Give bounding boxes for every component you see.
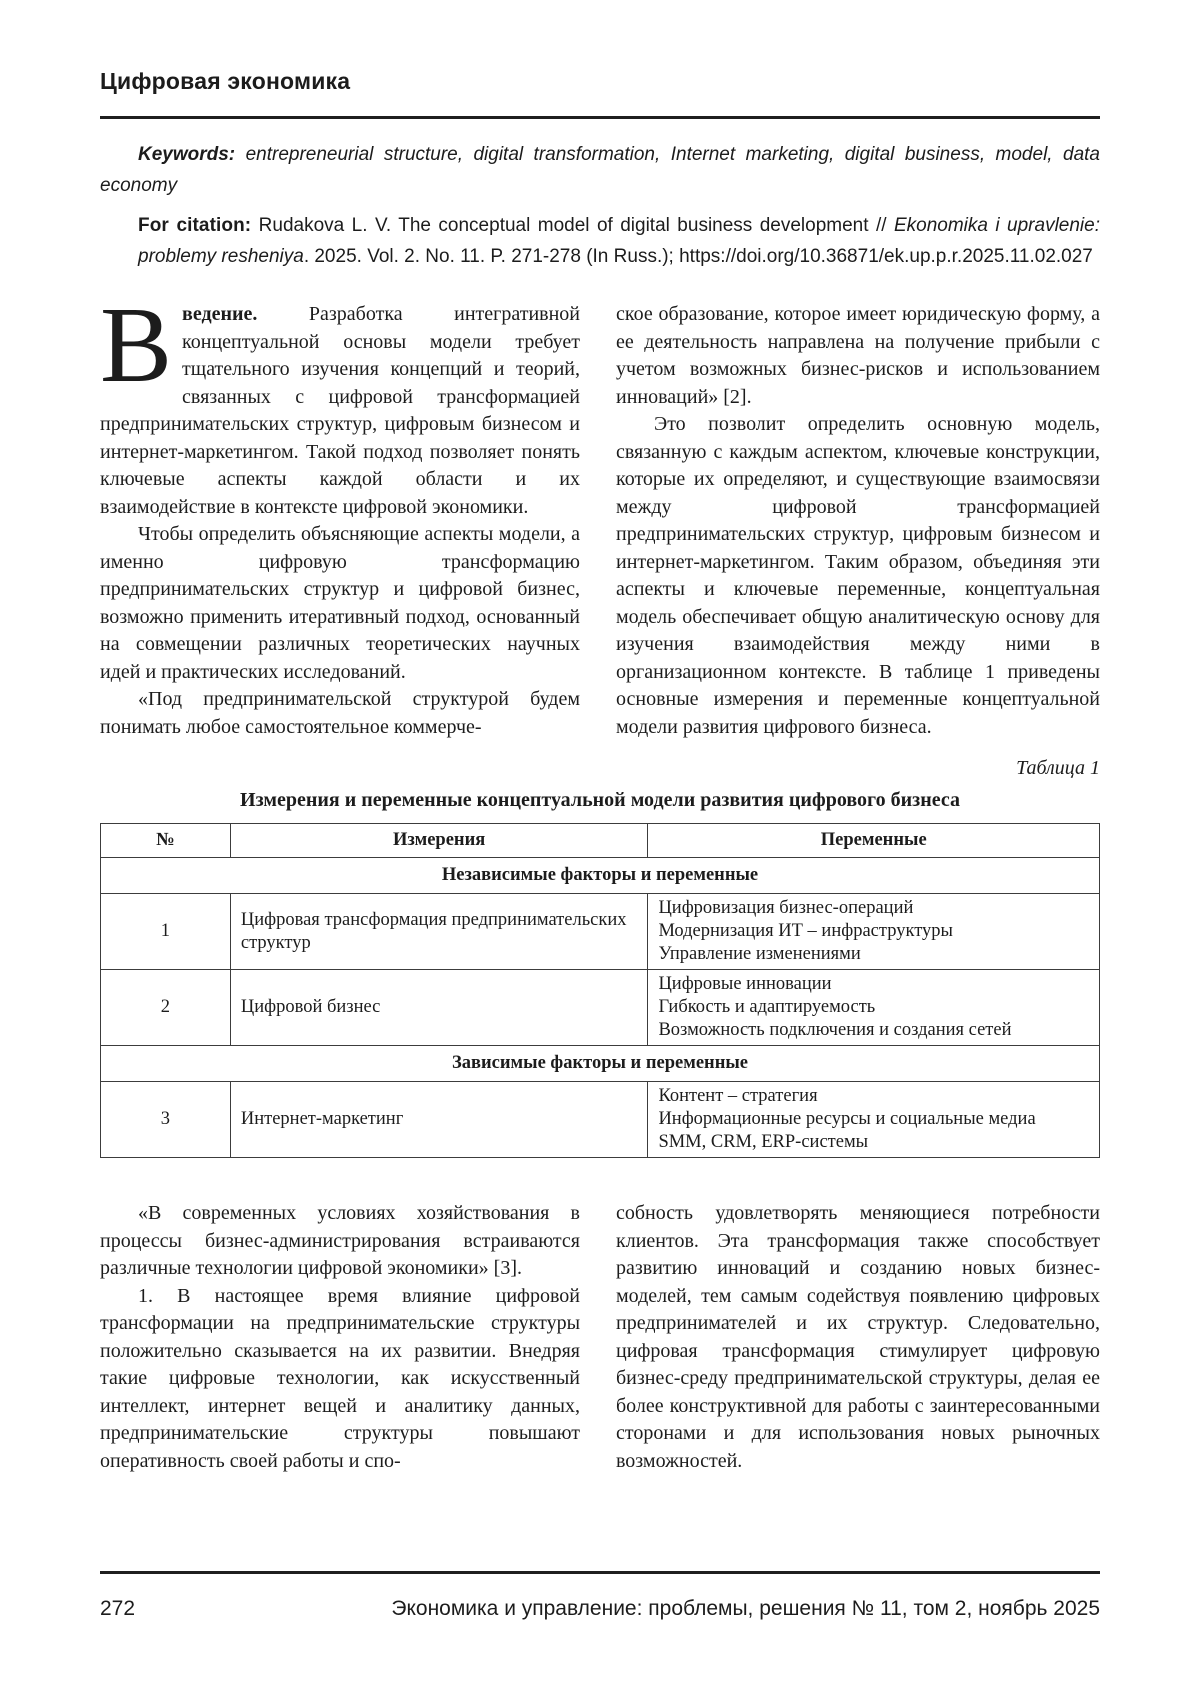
variable-line: Модернизация ИТ – инфраструктуры (658, 921, 953, 941)
table-row (101, 894, 1100, 970)
body-paragraph: ское образование, которое имеет юридическую форму, а ее деятельность направлена на получение прибыли с учетом возможных бизнес-рисков и использованием инноваций» [2]. (616, 303, 1100, 408)
table-caption: Таблица 1 (1016, 757, 1100, 779)
table-section-label: Независимые факторы и переменные (101, 858, 1100, 894)
dimensions-variables-table (100, 823, 1100, 1158)
variable-line: Контент – стратегия (658, 1086, 818, 1106)
left-column (100, 286, 580, 741)
body-columns-bottom (100, 1200, 1100, 1475)
cell-dimension: Цифровой бизнес (230, 970, 648, 1046)
footer-journal-line: Экономика и управление: проблемы, решения № 11, том 2, ноябрь 2025 (391, 1597, 1100, 1620)
keywords-text: entrepreneurial structure, digital transformation, Internet marketing, digital business, model, data economy (100, 144, 1100, 196)
keywords-label: Keywords: (138, 144, 236, 165)
dropcap-letter: В (100, 286, 173, 405)
cell-dimension: Интернет-маркетинг (230, 1082, 648, 1158)
citation-issue-doi: . 2025. Vol. 2. No. 11. P. 271-278 (In Russ.); https://doi.org/10.36871/ek.up.p.r.2025.11.02.027 (303, 246, 1093, 267)
body-paragraph: Чтобы определить объясняющие аспекты модели, а именно цифровую трансформацию предпринимательских структур и цифровой бизнес, возможно применить итеративный подход, основанный на совмещении различных теоретических научных идей и практических исследований. (100, 523, 580, 683)
variable-line: Цифровые инновации (658, 974, 832, 994)
variable-line: SMM, CRM, ERP-системы (658, 1132, 869, 1152)
cell-dimension: Цифровая трансформация предпринимательских структур (230, 894, 648, 970)
column-header-dimension: Измерения (230, 824, 648, 858)
body-paragraph: «В современных условиях хозяйствования в процессы бизнес-администрирования встраиваются различные технологии цифровой экономики» [3]. (100, 1202, 580, 1279)
variable-line: Гибкость и адаптируемость (658, 997, 876, 1017)
footer-rule (100, 1571, 1100, 1574)
variable-line: Информационные ресурсы и социальные медиа (658, 1109, 1036, 1129)
citation-paragraph (138, 210, 1100, 272)
cell-row-number: 1 (101, 894, 231, 970)
table-header-row (101, 824, 1100, 858)
body-paragraph: Это позволит определить основную модель, связанную с каждым аспектом, ключевые конструкции, которые их определяют, и существующие взаимосвязи между цифровой трансформацией предпринимательских структур, цифровым бизнесом и интернет-маркетингом. Таким образом, объединяя эти аспекты и ключевые переменные, концептуальная модель обеспечивает общую аналитическую основу для изучения взаимодействия между ними в организационном контексте. В таблице 1 приведены основные измерения и переменные концептуальной модели развития цифрового бизнеса. (616, 413, 1100, 738)
table-section-row (101, 858, 1100, 894)
intro-text: Разработка интегративной концептуальной основы модели требует тщательного изучения концепций и теорий, связанных с цифровой трансформацией предпринимательских структур, цифровым бизнесом и интернет-маркетингом. Такой подход позволяет понять ключевые аспекты каждой области и их взаимодействие в контексте цифровой экономики. (100, 303, 580, 518)
intro-lead-word: ведение. (182, 303, 258, 325)
right-column (616, 301, 1100, 741)
body-paragraph: собность удовлетворять меняющиеся потребности клиентов. Эта трансформация также способствует развитию инноваций и созданию новых бизнес-моделей, тем самым содействуя появлению цифровых предпринимателей и их структур. Следовательно, цифровая трансформация стимулирует цифровую бизнес-среду предпринимательской структуры, делая ее более конструктивной для работы с заинтересованными сторонами и для использования новых рыночных возможностей. (616, 1202, 1100, 1472)
body-columns-top (100, 286, 1100, 741)
cell-row-number: 3 (101, 1082, 231, 1158)
table-row (101, 1082, 1100, 1158)
page-number: 272 (100, 1597, 136, 1620)
keywords-paragraph (100, 139, 1100, 201)
table-section-label: Зависимые факторы и переменные (101, 1046, 1100, 1082)
citation-journal-name: Ekonomika i upravlenie: problemy resheniya (138, 215, 1101, 267)
column-header-variables: Переменные (648, 824, 1100, 858)
section-rubric: Цифровая экономика (100, 68, 351, 94)
column-header-num: № (101, 824, 231, 858)
cell-variables (648, 894, 1100, 970)
cell-variables (648, 970, 1100, 1046)
page-footer (100, 1597, 1100, 1621)
right-column-bottom (616, 1200, 1100, 1475)
table-body (101, 858, 1100, 1158)
body-paragraph: 1. В настоящее время влияние цифровой трансформации на предпринимательские структуры положительно сказывается на их развитии. Внедряя такие цифровые технологии, как искусственный интеллект, интернет вещей и аналитику данных, предпринимательские структуры повышают оперативность своей работы и спо- (100, 1284, 580, 1472)
cell-variables (648, 1082, 1100, 1158)
cell-row-number: 2 (101, 970, 231, 1046)
variable-line: Управление изменениями (658, 944, 861, 964)
body-paragraph: «Под предпринимательской структурой будем понимать любое самостоятельное коммерче- (100, 688, 580, 738)
table-section-row (101, 1046, 1100, 1082)
header-rule (100, 116, 1100, 119)
variable-line: Возможность подключения и создания сетей (658, 1020, 1012, 1040)
table-row (101, 970, 1100, 1046)
left-column-bottom (100, 1200, 580, 1475)
table-title: Измерения и переменные концептуальной модели развития цифрового бизнеса (240, 789, 960, 811)
citation-authors-title: Rudakova L. V. The conceptual model of digital business development // (251, 215, 894, 236)
intro-paragraph (100, 286, 580, 521)
variable-line: Цифровизация бизнес-операций (658, 898, 914, 918)
citation-label: For citation: (138, 215, 252, 236)
